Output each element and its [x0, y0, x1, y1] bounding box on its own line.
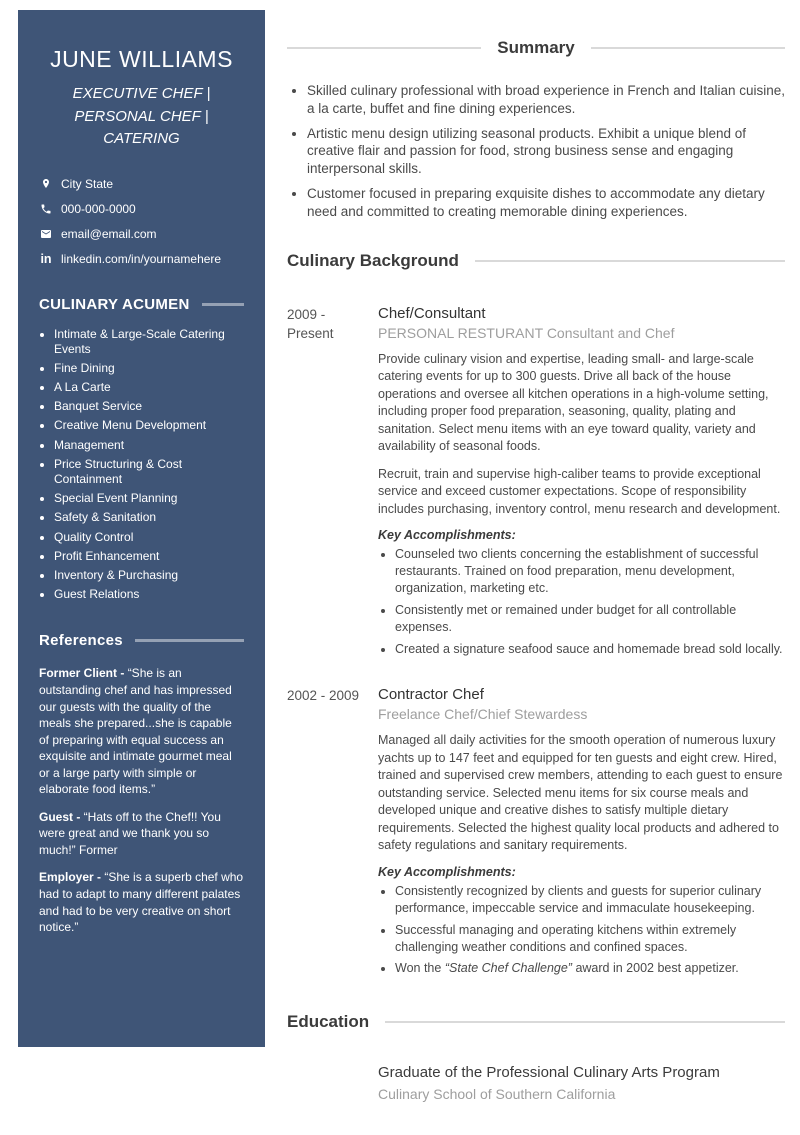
summary-heading-text: Summary [497, 38, 575, 57]
job-entry [287, 686, 785, 982]
education-body [378, 1064, 785, 1102]
culinary-background-heading-text: Culinary Background [287, 250, 459, 270]
education-school: Culinary School of Southern California [378, 1086, 616, 1103]
acumen-item: • Fine Dining [54, 361, 244, 377]
job-title: Chef/Consultant [378, 304, 486, 322]
divider [385, 1021, 785, 1023]
email-icon [39, 227, 53, 241]
education-heading-text: Education [287, 1012, 370, 1032]
acumen-item: • Profit Enhancement [54, 549, 244, 565]
accomplishment-item: • Successful managing and operating kitchens within extremely challenging weather conditions and confined spaces. [395, 922, 785, 956]
phone-text: 000-000-0000 [61, 201, 136, 216]
culinary-acumen-list [39, 327, 244, 603]
key-accomplishments-label: Key Accomplishments: [378, 864, 516, 879]
contact-location [39, 177, 244, 191]
reference-label: Employer - [39, 870, 105, 885]
email-link[interactable]: email@email.com [61, 226, 157, 241]
reference-label: Guest - [39, 809, 84, 824]
accomplishments-list [378, 883, 785, 977]
job-body [378, 686, 785, 982]
linkedin-link[interactable]: linkedin.com/in/yournamehere [61, 251, 222, 266]
acumen-item: • Safety & Sanitation [54, 510, 244, 526]
acumen-item: • Price Structuring & Cost Containment [54, 457, 244, 488]
acumen-item: • Management [54, 438, 244, 454]
divider [287, 47, 481, 49]
job-dates: 2002 - 2009 [287, 688, 360, 704]
phone-icon [39, 202, 53, 216]
acumen-item: • Special Event Planning [54, 491, 244, 507]
candidate-title: EXECUTIVE CHEF | PERSONAL CHEF | CATERING [72, 85, 211, 147]
job-subtitle: PERSONAL RESTURANT Consultant and Chef [378, 324, 675, 341]
summary-item: • Artistic menu design utilizing seasonal products. Exhibit a unique blend of creative flair and passion for food, strong business sense and engaging interpersonal skills. [307, 125, 785, 178]
acumen-heading-text: CULINARY ACUMEN [39, 295, 190, 313]
education-degree: Graduate of the Professional Culinary Arts Program [378, 1064, 720, 1082]
reference-item [39, 665, 244, 797]
summary-list [287, 82, 785, 221]
job-dates: 2009 - Present [287, 306, 334, 341]
references-heading [39, 632, 244, 649]
reference-text: “She is an outstanding chef and has impressed our guests with the quality of the meals she prepared...she is capable of preparing with equal success an exquisite and intimate gourmet meal or a large party with simple or elaborate food items.” [39, 666, 232, 797]
accomplishment-item: • Consistently recognized by clients and guests for superior culinary performance, impeccable service and immaculate housekeeping. [395, 883, 785, 917]
accomplishment-item: • Consistently met or remained under budget for all controllable expenses. [395, 602, 785, 636]
reference-item [39, 869, 244, 935]
divider [591, 47, 785, 49]
acumen-heading [39, 296, 244, 313]
divider [135, 639, 244, 642]
key-accomplishments-label: Key Accomplishments: [378, 528, 516, 543]
job-paragraph: Provide culinary vision and expertise, leading small- and large-scale catering events for up to 300 guests. Drive all back of the house operations and oversee all kitchen operations in a high-volume setting, including proper food preparation, seasoning, quality, plating and sanitation. Select menu items with an eye toward quality, variety and availability of seasonal foods. [378, 351, 769, 454]
job-paragraph: Recruit, train and supervise high-caliber teams to provide exceptional service and exceed customer expectations. Scope of responsibility includes purchasing, inventory control, menu research and development. [378, 466, 781, 516]
reference-text: “Hats off to the Chef!! You were great and we thank you so much!” Former [39, 809, 221, 857]
reference-item [39, 809, 244, 859]
job-paragraph: Managed all daily activities for the smooth operation of numerous luxury yachts up to 147 feet and equipped for ten guests and eight crew. Hired, trained and supervised crew members, attending to each guest to ensure outstanding service. Selected menu items for six course meals and developed unique and creative dishes to satisfy multiple dietary requirements. Selected the highest quality local products and adhered to safety regulations and sanitary requirements. [378, 733, 783, 853]
accomplishment-text: Won the [395, 961, 445, 976]
accomplishment-item: • Counseled two clients concerning the establishment of successful restaurants. Trained on food preparation, menu development, organization, marketing etc. [395, 546, 785, 597]
accomplishment-text: award in 2002 best appetizer. [571, 961, 739, 976]
job-entry [287, 305, 785, 663]
summary-item: • Customer focused in preparing exquisite dishes to accommodate any dietary need and committed to creating memorable dining experiences. [307, 185, 785, 221]
acumen-item: • Banquet Service [54, 399, 244, 415]
acumen-item: • Creative Menu Development [54, 418, 244, 434]
acumen-item: • A La Carte [54, 380, 244, 396]
acumen-item: • Inventory & Purchasing [54, 568, 244, 584]
location-pin-icon [39, 177, 53, 191]
accomplishment-item: • Created a signature seafood sauce and homemade bread sold locally. [395, 641, 785, 658]
divider [202, 303, 244, 306]
main-content [287, 38, 785, 1102]
accomplishment-item [395, 960, 785, 977]
job-title: Contractor Chef [378, 686, 484, 704]
divider [475, 260, 785, 262]
contact-email [39, 227, 244, 241]
linkedin-icon: in [40, 251, 52, 266]
accomplishments-list [378, 546, 785, 657]
candidate-name: JUNE WILLIAMS [50, 46, 233, 72]
award-name: “State Chef Challenge” [444, 961, 572, 976]
contact-phone [39, 202, 244, 216]
culinary-background-heading [287, 251, 785, 271]
education-heading [287, 1012, 785, 1032]
job-subtitle: Freelance Chef/Chief Stewardess [378, 706, 588, 723]
summary-heading [287, 38, 785, 58]
acumen-item: • Guest Relations [54, 587, 244, 603]
references-list [39, 665, 244, 935]
contact-block [39, 177, 244, 266]
summary-item: • Skilled culinary professional with broad experience in French and Italian cuisine, a la carte, buffet and fine dining experiences. [307, 82, 785, 118]
location-text: City State [61, 176, 114, 191]
acumen-item: • Quality Control [54, 530, 244, 546]
contact-linkedin [39, 252, 244, 266]
reference-label: Former Client - [39, 666, 128, 681]
references-heading-text: References [39, 632, 123, 650]
acumen-item: • Intimate & Large-Scale Catering Events [54, 327, 244, 358]
job-body [378, 305, 785, 663]
reference-text: “She is a superb chef who had to adapt to many different palates and had to be very creative on short notice.” [39, 870, 244, 935]
sidebar [18, 10, 265, 1047]
jobs-list [287, 305, 785, 983]
